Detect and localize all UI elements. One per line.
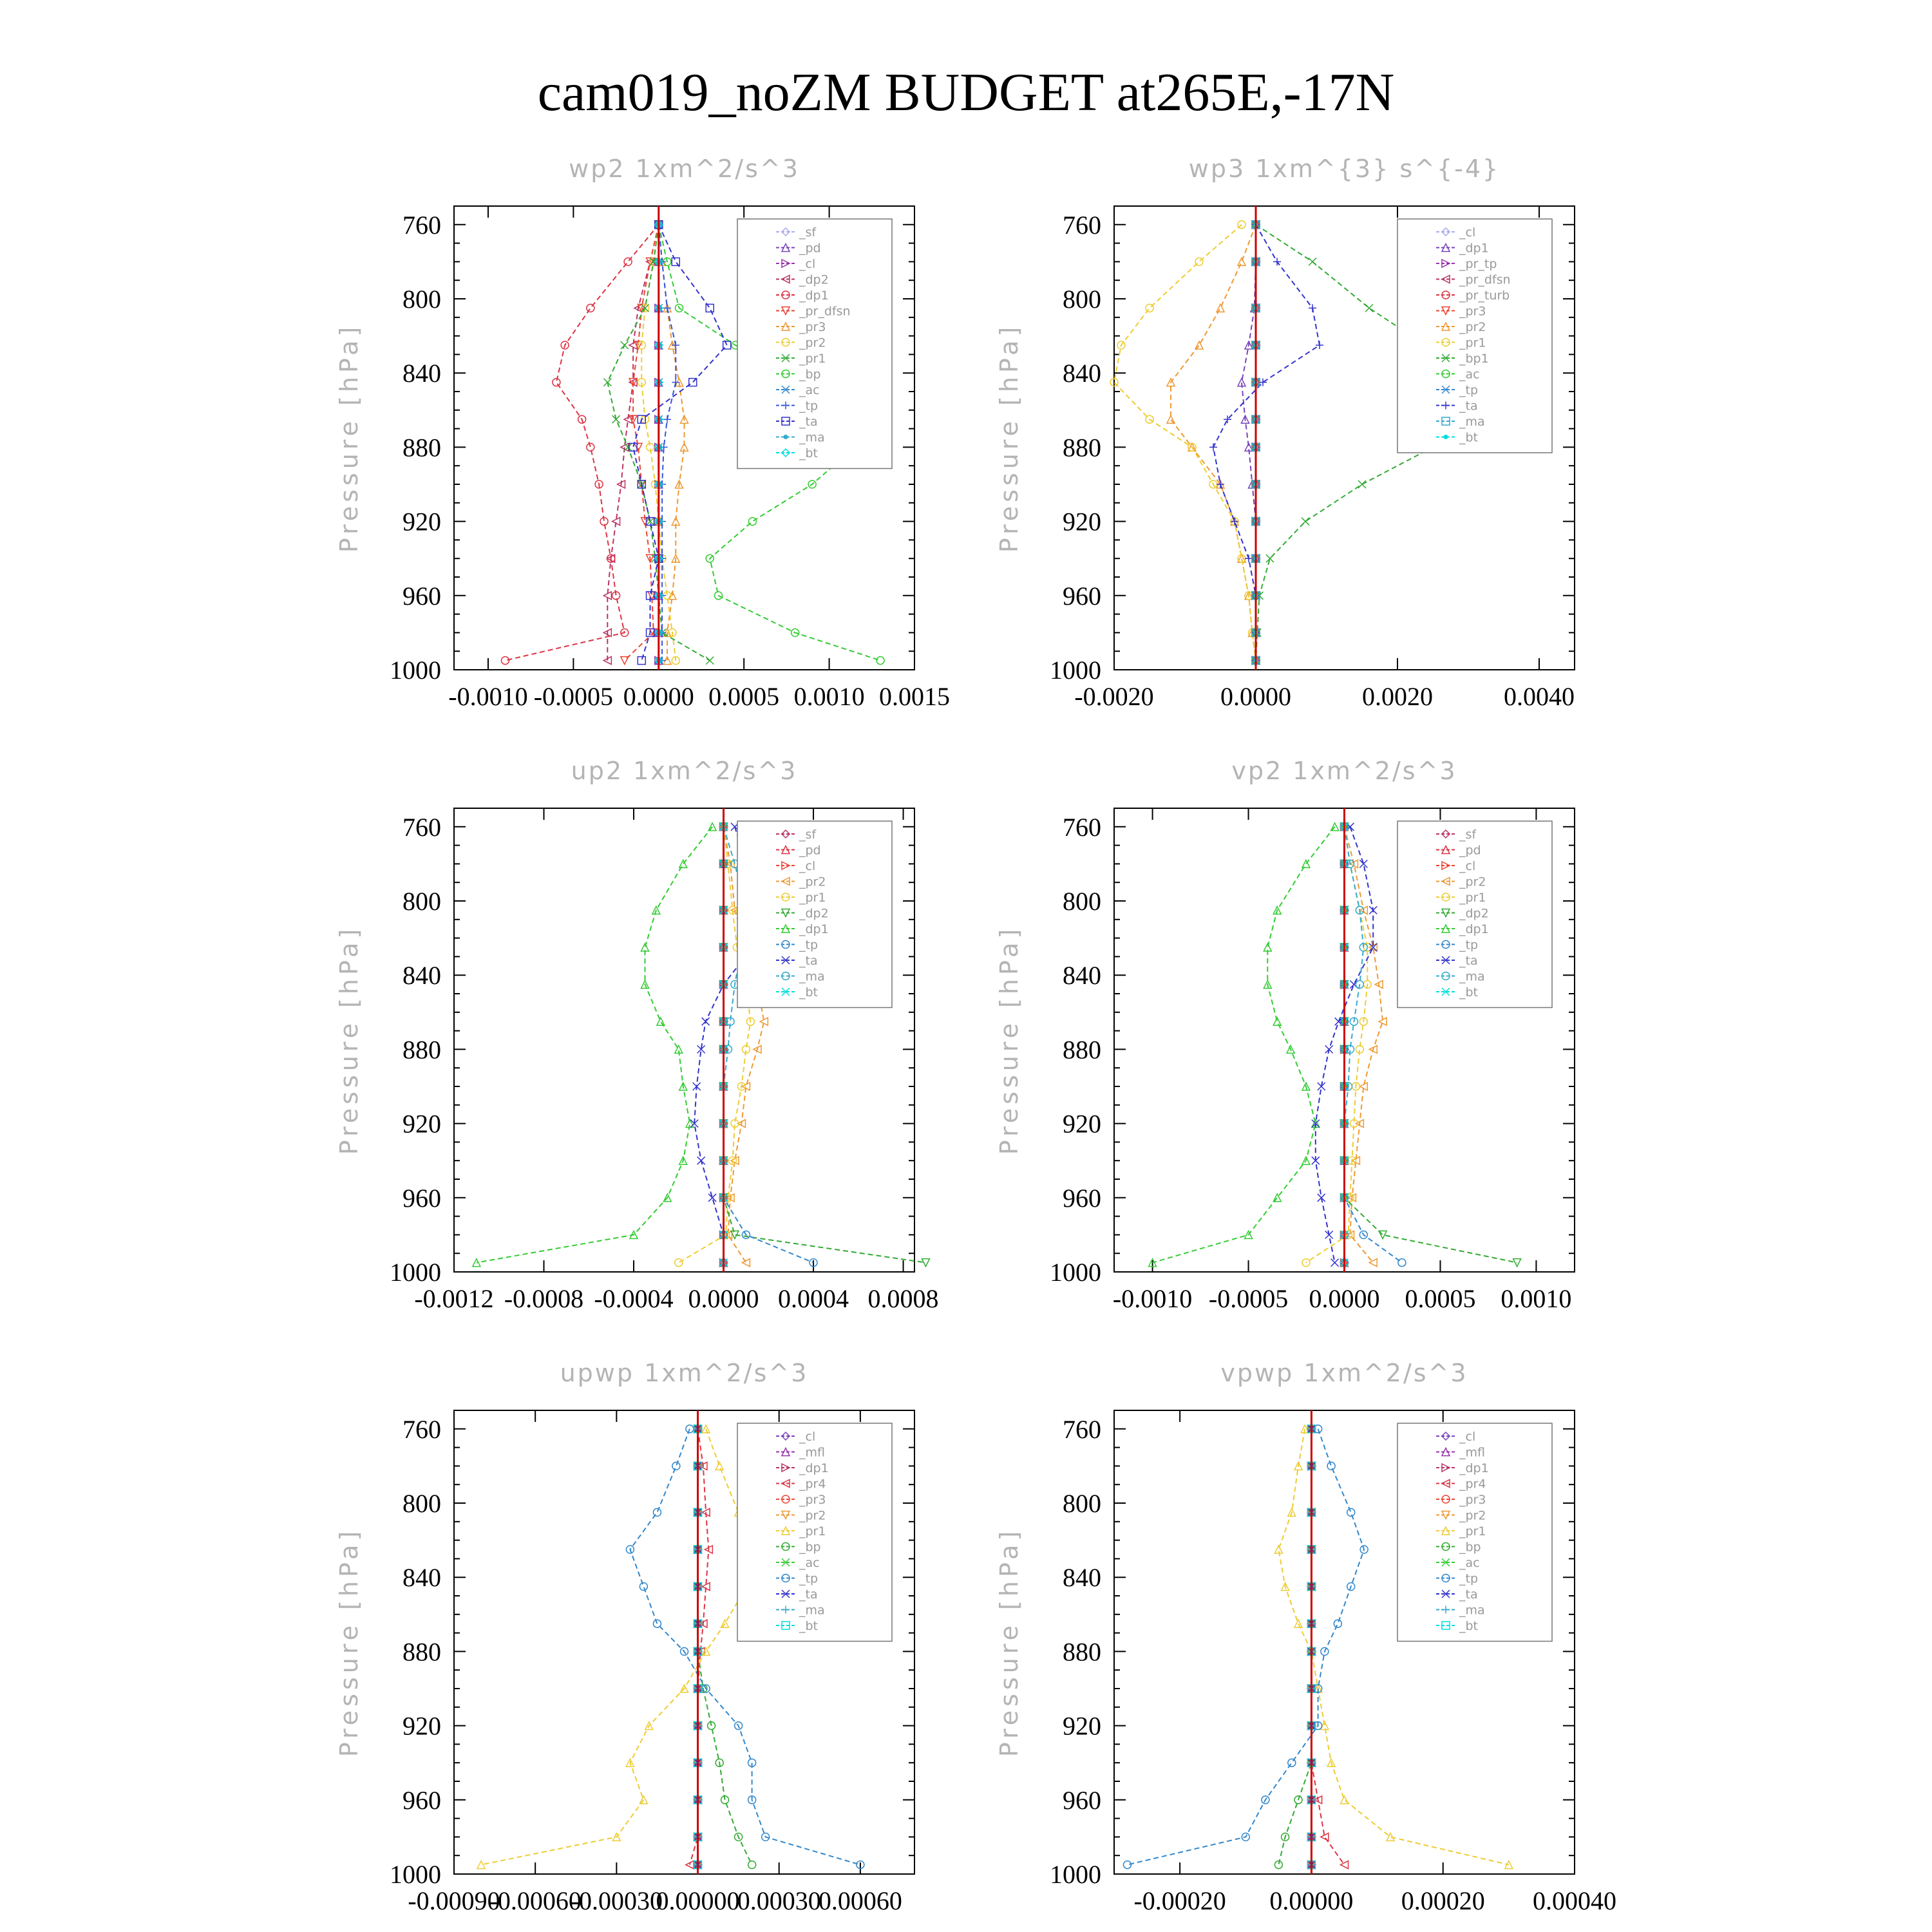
y-tick-label: 1000 — [1050, 1860, 1101, 1889]
y-tick-label: 920 — [1063, 507, 1101, 536]
series-line — [505, 225, 658, 661]
data-point — [641, 943, 649, 951]
legend-entry: _cl — [799, 859, 816, 873]
data-point — [784, 435, 788, 439]
y-tick-label: 800 — [402, 1489, 441, 1518]
series-line — [1114, 225, 1256, 661]
data-point — [1513, 1259, 1521, 1267]
series-dp1 — [501, 221, 662, 665]
legend-entry: _pd — [799, 843, 821, 858]
legend-entry: _bt — [1459, 985, 1479, 999]
y-axis-label: Pressure [hPa] — [335, 1527, 363, 1757]
y-tick-label: 960 — [402, 581, 441, 611]
y-tick-label: 760 — [1063, 210, 1101, 240]
legend-entry: _pr3 — [799, 1493, 826, 1507]
data-point — [1316, 341, 1323, 349]
series-line — [1153, 827, 1335, 1263]
y-axis-label: Pressure [hPa] — [335, 323, 363, 553]
legend-entry: _dp1 — [1459, 922, 1489, 936]
legend-entry: _pr1 — [1459, 1524, 1486, 1539]
x-tick-label: 0.0015 — [879, 682, 950, 711]
legend-entry: _ac — [1459, 1556, 1480, 1570]
legend-entry: _sf — [799, 225, 817, 240]
x-tick-label: 0.0000 — [1309, 1284, 1380, 1313]
data-point — [876, 657, 884, 665]
legend-entry: _cl — [799, 257, 816, 271]
x-tick-label: 0.0000 — [688, 1284, 759, 1313]
data-point — [1217, 304, 1224, 312]
x-tick-label: 0.0005 — [708, 682, 780, 711]
x-tick-label: 0.0020 — [1362, 682, 1433, 711]
series-line — [1345, 827, 1402, 1263]
y-tick-label: 760 — [402, 210, 441, 240]
series-dp1 — [473, 823, 716, 1267]
data-point — [672, 1462, 680, 1470]
budget-panel — [995, 757, 1575, 1313]
legend-entry: _mfl — [799, 1445, 825, 1460]
y-tick-label: 760 — [1063, 812, 1101, 842]
legend-entry: _pr1 — [1459, 336, 1486, 350]
legend-entry: _sf — [1459, 828, 1477, 842]
budget-panel — [335, 757, 939, 1313]
legend-entry: _ma — [799, 430, 825, 445]
legend-entry: _pr_dfsn — [1459, 272, 1511, 287]
data-point — [663, 304, 671, 312]
legend-entry: _cl — [799, 1430, 816, 1444]
y-tick-label: 1000 — [390, 656, 441, 685]
series-pr1 — [1110, 221, 1260, 665]
legend-entry: _bt — [1459, 430, 1479, 445]
legend-entry: _cl — [1459, 225, 1476, 240]
legend-entry: _tp — [1459, 383, 1479, 397]
y-tick-label: 800 — [1063, 887, 1101, 916]
y-tick-label: 960 — [1063, 581, 1101, 611]
legend-entry: _pd — [799, 241, 821, 256]
x-tick-label: -0.0005 — [1208, 1284, 1289, 1313]
x-tick-label: 0.0004 — [778, 1284, 849, 1313]
x-tick-label: 0.0005 — [1405, 1284, 1476, 1313]
legend-entry: _ta — [1459, 399, 1478, 413]
series-line — [1278, 1429, 1311, 1865]
legend-entry: _bp — [1459, 1540, 1481, 1555]
legend-entry: _tp — [799, 938, 819, 952]
y-tick-label: 920 — [402, 1711, 441, 1741]
y-tick-label: 880 — [1063, 1637, 1101, 1667]
data-point — [621, 341, 629, 349]
legend-entry: _pr2 — [799, 875, 826, 889]
series-line — [481, 1429, 752, 1865]
y-tick-label: 880 — [1063, 433, 1101, 462]
series-line — [607, 225, 659, 661]
legend-entry: _pr2 — [1459, 320, 1486, 334]
y-tick-label: 1000 — [1050, 656, 1101, 685]
legend-entry: _sf — [799, 828, 817, 842]
x-tick-label: 0.00030 — [737, 1886, 821, 1915]
legend-entry: _bt — [799, 446, 819, 460]
y-tick-label: 800 — [1063, 285, 1101, 314]
data-point — [1209, 443, 1217, 451]
data-point — [702, 1018, 710, 1025]
legend-entry: _bp — [799, 1540, 821, 1555]
legend-entry: _ma — [799, 969, 825, 984]
legend-entry: _pr4 — [799, 1477, 826, 1492]
legend-entry: _pr3 — [1459, 304, 1486, 319]
data-point — [922, 1259, 929, 1267]
legend-entry: _mfl — [1459, 1445, 1485, 1460]
x-tick-label: 0.00060 — [818, 1886, 902, 1915]
x-tick-label: -0.00030 — [570, 1886, 663, 1915]
x-tick-label: 0.0010 — [1501, 1284, 1572, 1313]
y-tick-label: 840 — [402, 1563, 441, 1593]
data-point — [1347, 1508, 1355, 1516]
legend-entry: _ma — [799, 1603, 825, 1618]
y-tick-label: 960 — [402, 1183, 441, 1213]
data-point — [1273, 1018, 1281, 1025]
y-tick-label: 840 — [402, 359, 441, 388]
y-tick-label: 920 — [402, 507, 441, 536]
x-tick-label: -0.0020 — [1074, 682, 1154, 711]
data-point — [1334, 1620, 1341, 1627]
legend-entry: _ac — [1459, 367, 1480, 382]
y-axis-label: Pressure [hPa] — [995, 323, 1023, 553]
legend-entry: _pr1 — [1459, 891, 1486, 905]
y-tick-label: 1000 — [390, 1258, 441, 1287]
legend-entry: _cl — [1459, 859, 1476, 873]
data-point — [1365, 304, 1373, 312]
x-tick-label: 0.0010 — [793, 682, 865, 711]
legend-entry: _pr1 — [799, 352, 826, 366]
y-tick-label: 880 — [402, 1637, 441, 1667]
x-tick-label: -0.00090 — [408, 1886, 500, 1915]
data-point — [1146, 304, 1153, 312]
data-point — [706, 657, 714, 665]
budget-panel — [335, 155, 950, 711]
panel-title: up2 1xm^2/s^3 — [571, 757, 798, 785]
legend-entry: _bt — [1459, 1619, 1479, 1633]
data-point — [657, 1018, 665, 1025]
legend-entry: _ta — [799, 415, 818, 429]
data-point — [1294, 1620, 1302, 1627]
x-tick-label: 0.00000 — [656, 1886, 740, 1915]
x-tick-label: -0.0010 — [1112, 1284, 1193, 1313]
legend-entry: _ac — [799, 1556, 820, 1570]
data-point — [653, 1620, 661, 1627]
data-point — [653, 1508, 661, 1516]
y-tick-label: 840 — [1063, 359, 1101, 388]
legend-entry: _pr2 — [799, 336, 826, 350]
legend-entry: _dp1 — [1459, 1461, 1489, 1475]
y-axis-label: Pressure [hPa] — [995, 1527, 1023, 1757]
y-tick-label: 840 — [1063, 961, 1101, 990]
panel-title: vp2 1xm^2/s^3 — [1231, 757, 1457, 785]
series-tp — [1123, 1425, 1368, 1869]
y-tick-label: 960 — [1063, 1183, 1101, 1213]
y-axis-label: Pressure [hPa] — [335, 925, 363, 1155]
legend-entry: _pr2 — [1459, 1508, 1486, 1523]
data-point — [675, 1259, 683, 1267]
data-point — [748, 1861, 756, 1869]
y-tick-label: 760 — [1063, 1414, 1101, 1444]
data-point — [715, 1462, 723, 1470]
legend-entry: _ma — [1459, 969, 1485, 984]
legend-entry: _bt — [799, 1619, 819, 1633]
legend-entry: _pr3 — [1459, 1493, 1486, 1507]
data-point — [742, 1259, 750, 1267]
x-tick-label: 0.00040 — [1533, 1886, 1616, 1915]
data-point — [708, 1194, 716, 1202]
legend-entry: _ma — [1459, 1603, 1485, 1618]
series-ta — [1209, 221, 1323, 665]
legend-entry: _dp2 — [799, 906, 829, 921]
legend-entry: _tp — [1459, 1571, 1479, 1586]
legend-entry: _pr4 — [1459, 1477, 1486, 1492]
data-point — [473, 1259, 480, 1267]
x-tick-label: 0.00000 — [1269, 1886, 1354, 1915]
legend-entry: _pr1 — [799, 1524, 826, 1539]
series-line — [1306, 827, 1367, 1263]
x-tick-label: 0.0008 — [867, 1284, 939, 1313]
data-point — [748, 518, 756, 526]
legend-entry: _ta — [1459, 954, 1478, 968]
x-tick-label: 0.0000 — [623, 682, 694, 711]
legend-entry: _ta — [799, 1587, 818, 1602]
data-point — [638, 657, 645, 665]
legend-entry: _dp2 — [799, 272, 829, 287]
data-point — [1238, 258, 1245, 265]
data-point — [1245, 554, 1253, 562]
y-tick-label: 880 — [1063, 1035, 1101, 1065]
y-tick-label: 760 — [402, 1414, 441, 1444]
data-point — [1309, 304, 1316, 312]
y-tick-label: 920 — [1063, 1711, 1101, 1741]
figure-title: cam019_noZM BUDGET at265E,-17N — [537, 62, 1395, 122]
data-point — [624, 258, 632, 265]
y-tick-label: 800 — [402, 887, 441, 916]
data-point — [1331, 1259, 1339, 1267]
data-point — [1195, 258, 1203, 265]
legend-entry: _pd — [1459, 843, 1481, 858]
legend-entry: _pr2 — [799, 1508, 826, 1523]
y-tick-label: 960 — [402, 1785, 441, 1815]
data-point — [477, 1861, 485, 1869]
legend-entry: _tp — [1459, 938, 1479, 952]
y-tick-label: 840 — [1063, 1563, 1101, 1593]
x-tick-label: 0.0040 — [1504, 682, 1575, 711]
legend-entry: _dp1 — [799, 289, 829, 303]
x-tick-label: -0.00060 — [489, 1886, 582, 1915]
legend-entry: _tp — [799, 399, 819, 413]
budget-panel — [995, 1359, 1616, 1915]
series-line — [633, 225, 727, 661]
legend-entry: _pr_tp — [1459, 257, 1497, 271]
data-point — [1288, 1759, 1296, 1766]
data-point — [1309, 258, 1316, 265]
legend-entry: _bp1 — [1459, 352, 1489, 366]
data-point — [697, 1157, 705, 1164]
legend-entry: _dp1 — [799, 1461, 829, 1475]
y-axis-label: Pressure [hPa] — [995, 925, 1023, 1155]
data-point — [1398, 1259, 1406, 1267]
series-dp1 — [1149, 823, 1339, 1267]
x-tick-label: -0.0004 — [594, 1284, 674, 1313]
legend-entry: _bt — [799, 985, 819, 999]
data-point — [1266, 554, 1274, 562]
legend-entry: _dp1 — [1459, 241, 1489, 256]
data-point — [663, 415, 671, 423]
series-pr1 — [477, 1425, 756, 1869]
legend-entry: _pr2 — [1459, 875, 1486, 889]
y-tick-label: 1000 — [390, 1860, 441, 1889]
panel-title: wp2 1xm^2/s^3 — [569, 155, 800, 183]
legend-entry: _cl — [1459, 1430, 1476, 1444]
data-point — [1327, 1462, 1335, 1470]
panel-title: wp3 1xm^{3} s^{-4} — [1188, 155, 1501, 183]
x-tick-label: -0.0010 — [448, 682, 528, 711]
data-point — [639, 1583, 647, 1591]
data-point — [1302, 518, 1309, 526]
series-line — [477, 827, 712, 1263]
x-tick-label: -0.0008 — [504, 1284, 584, 1313]
data-point — [1444, 435, 1448, 439]
series-line — [1311, 1429, 1344, 1865]
legend-entry: _pr_turb — [1459, 289, 1510, 303]
x-tick-label: -0.0012 — [414, 1284, 494, 1313]
legend-entry: _pr3 — [799, 320, 826, 334]
y-tick-label: 800 — [1063, 1489, 1101, 1518]
series-line — [1171, 225, 1256, 661]
data-point — [587, 443, 594, 451]
y-tick-label: 880 — [402, 433, 441, 462]
data-point — [587, 304, 594, 312]
data-point — [686, 1425, 694, 1433]
legend-entry: _ma — [1459, 415, 1485, 429]
x-tick-label: 0.00020 — [1401, 1886, 1485, 1915]
data-point — [1274, 1861, 1282, 1869]
legend-entry: _ta — [799, 954, 818, 968]
x-tick-label: 0.0000 — [1220, 682, 1291, 711]
y-tick-label: 840 — [402, 961, 441, 990]
data-point — [1358, 480, 1366, 488]
legend-entry: _dp2 — [1459, 906, 1489, 921]
y-tick-label: 800 — [402, 285, 441, 314]
budget-panel — [335, 1359, 914, 1915]
panel-title: vpwp 1xm^2/s^3 — [1220, 1359, 1468, 1387]
legend-entry: _ta — [1459, 1587, 1478, 1602]
y-tick-label: 880 — [402, 1035, 441, 1065]
legend-entry: _pr1 — [799, 891, 826, 905]
y-tick-label: 920 — [402, 1109, 441, 1139]
series-pr1 — [1302, 823, 1371, 1267]
y-tick-label: 960 — [1063, 1785, 1101, 1815]
legend-entry: _pr_dfsn — [799, 304, 851, 319]
legend-entry: _tp — [799, 1571, 819, 1586]
legend-entry: _bp — [799, 367, 821, 382]
y-tick-label: 920 — [1063, 1109, 1101, 1139]
series-line — [1127, 1429, 1364, 1865]
legend-entry: _ac — [799, 383, 820, 397]
panel-title: upwp 1xm^2/s^3 — [560, 1359, 809, 1387]
y-tick-label: 1000 — [1050, 1258, 1101, 1287]
x-tick-label: -0.00020 — [1133, 1886, 1226, 1915]
legend-entry: _dp1 — [799, 922, 829, 936]
x-tick-label: -0.0005 — [533, 682, 614, 711]
budget-panel — [995, 155, 1575, 711]
y-tick-label: 760 — [402, 812, 441, 842]
